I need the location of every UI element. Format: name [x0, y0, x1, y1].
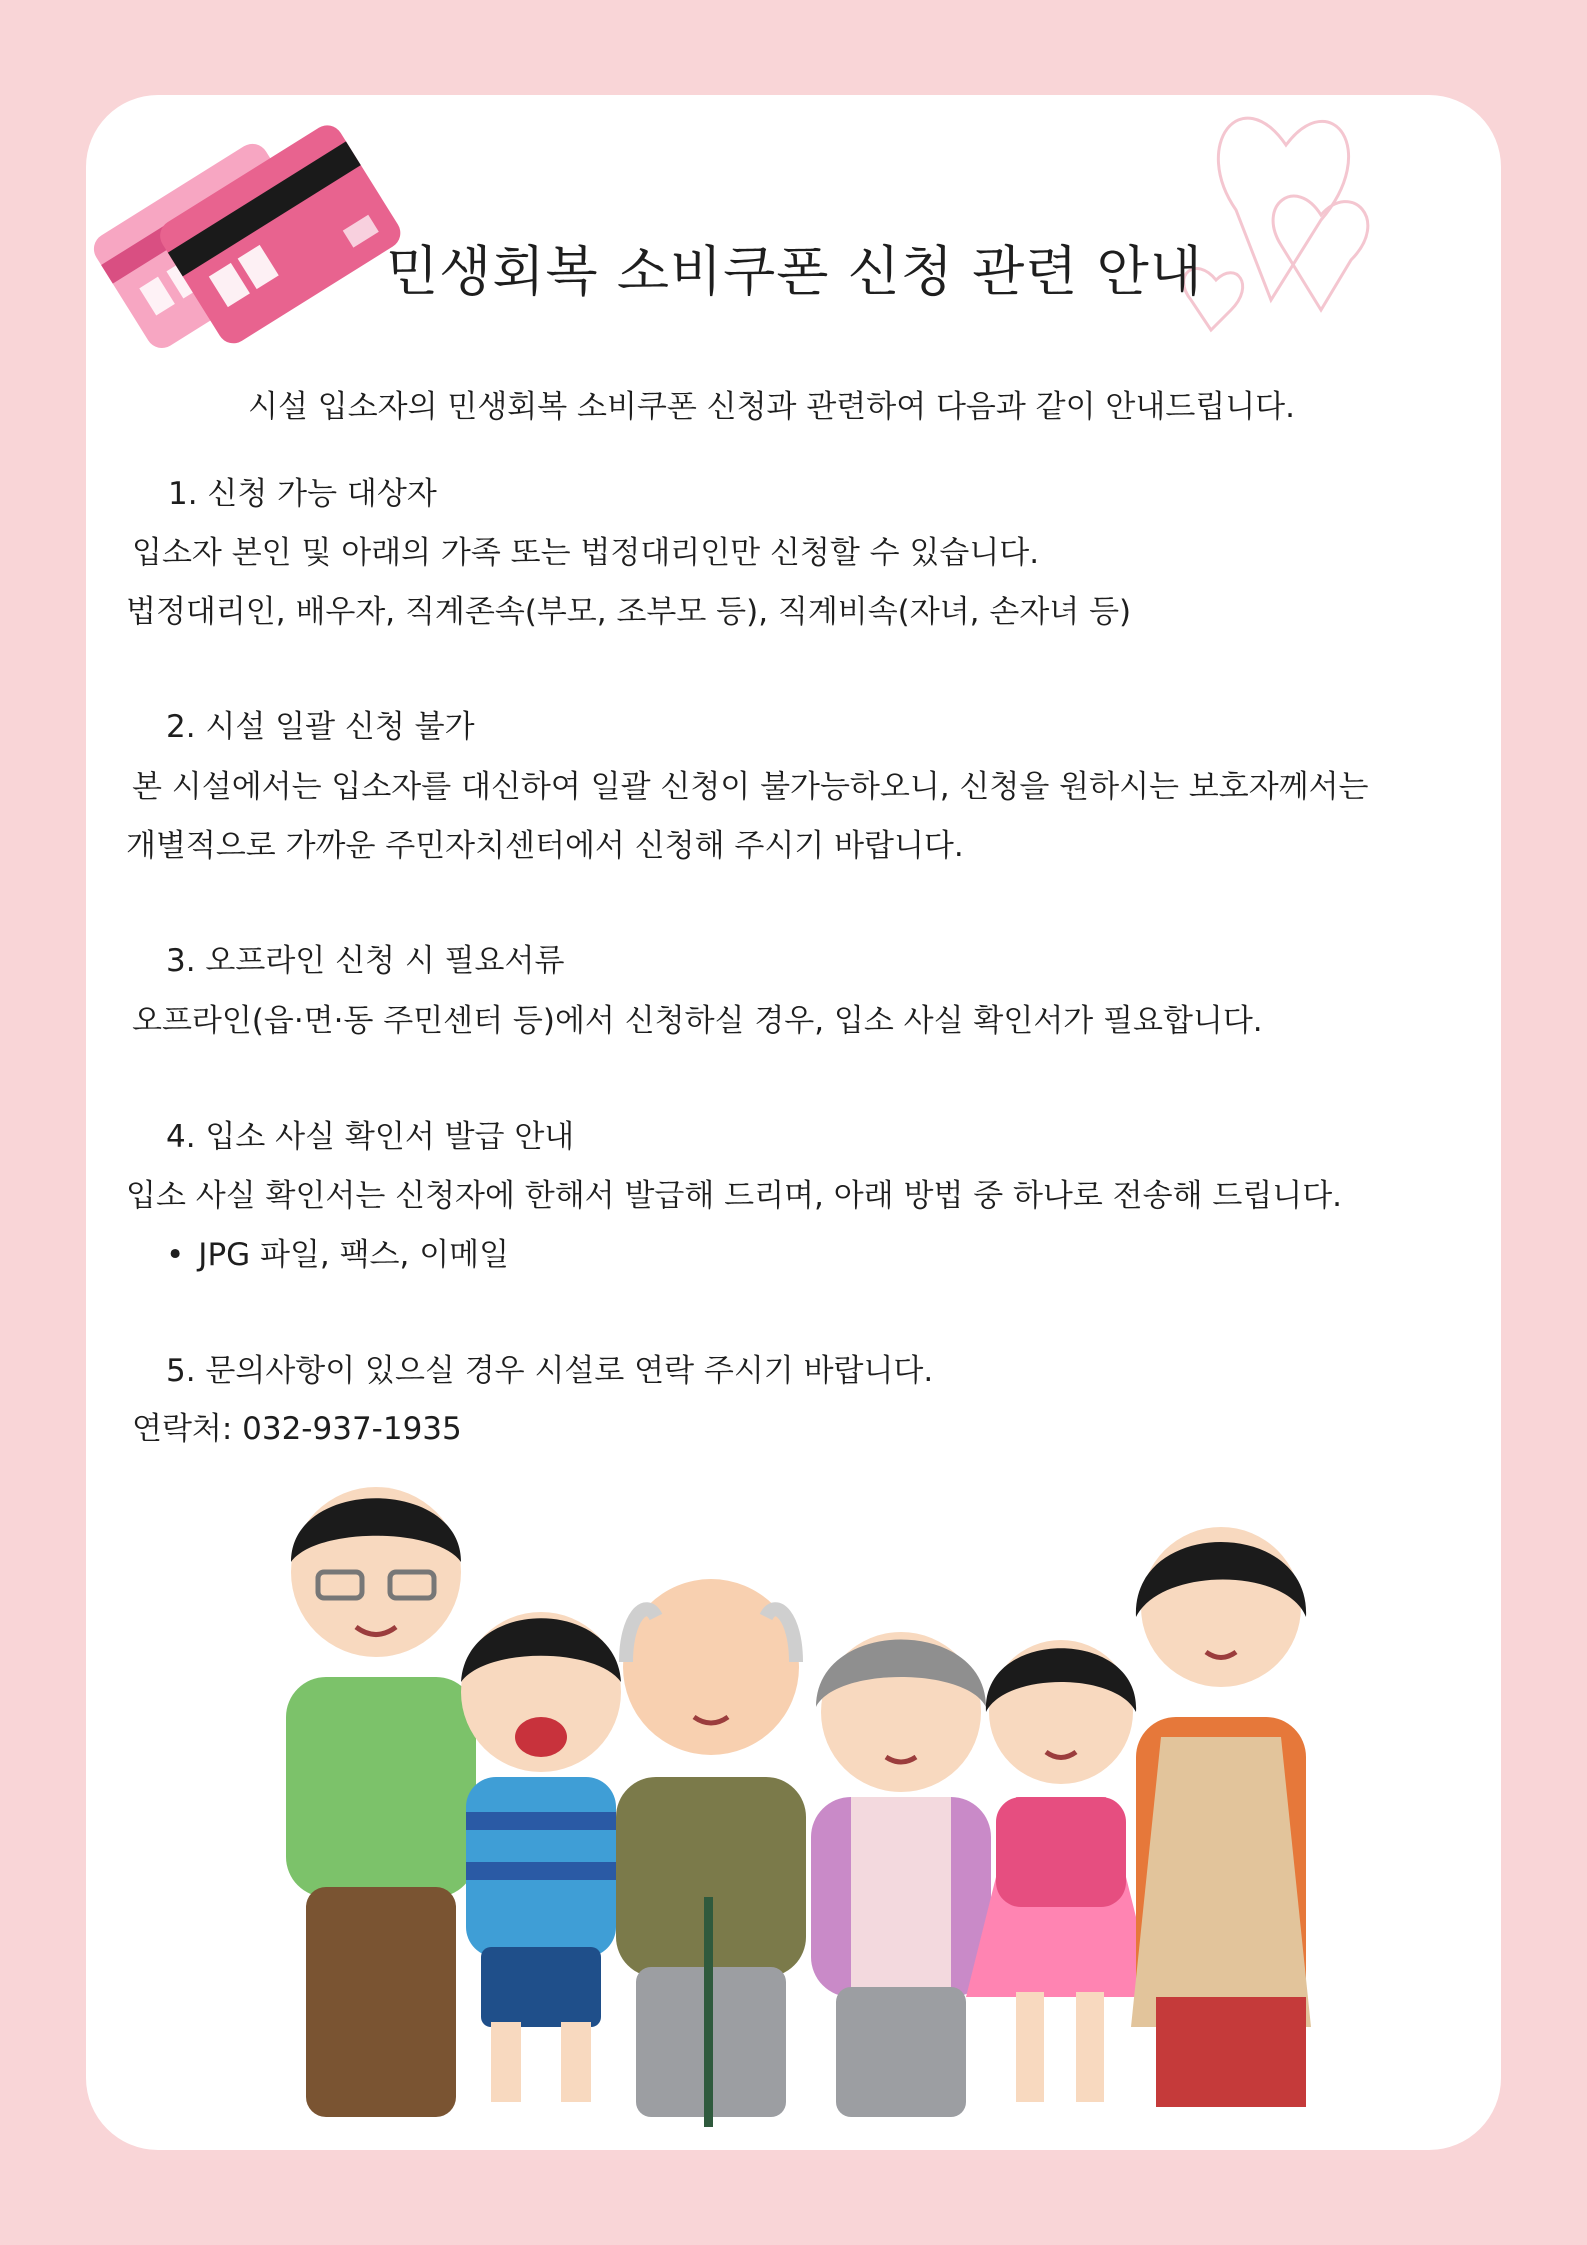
- hearts-doodle-icon: [1171, 95, 1421, 365]
- section-4-heading: 4. 입소 사실 확인서 발급 안내: [166, 1119, 575, 1155]
- credit-cards-icon: [86, 95, 416, 367]
- section-1-heading: 1. 신청 가능 대상자: [168, 476, 437, 512]
- section-3-line-1: 오프라인(읍·면·동 주민센터 등)에서 신청하실 경우, 입소 사실 확인서가 필요합니다.: [132, 1003, 1263, 1039]
- mother-figure: [1131, 1527, 1311, 2107]
- boy-figure: [461, 1612, 621, 2102]
- bullet-icon: •: [166, 1237, 185, 1273]
- grandmother-figure: [811, 1632, 991, 2117]
- bullet-text: JPG 파일, 팩스, 이메일: [198, 1237, 510, 1273]
- section-4-line-1: 입소 사실 확인서는 신청자에 한해서 발급해 드리며, 아래 방법 중 하나로 전송해 드립니다.: [126, 1178, 1343, 1214]
- section-2-line-1: 본 시설에서는 입소자를 대신하여 일괄 신청이 불가능하오니, 신청을 원하시는 보호자께서는: [132, 769, 1369, 805]
- page-title: 민생회복 소비쿠폰 신청 관련 안내: [386, 240, 1203, 303]
- section-1-line-2: 법정대리인, 배우자, 직계존속(부모, 조부모 등), 직계비속(자녀, 손자녀 등): [126, 594, 1132, 630]
- intro-text: 시설 입소자의 민생회복 소비쿠폰 신청과 관련하여 다음과 같이 안내드립니다.: [248, 389, 1295, 425]
- grandfather-figure: [616, 1579, 806, 2127]
- contact-number: 연락처: 032-937-1935: [132, 1411, 462, 1447]
- section-2-heading: 2. 시설 일괄 신청 불가: [166, 709, 475, 745]
- section-2-line-2: 개별적으로 가까운 주민자치센터에서 신청해 주시기 바랍니다.: [126, 828, 964, 864]
- man-figure: [286, 1487, 476, 2117]
- section-5-heading: 5. 문의사항이 있으실 경우 시설로 연락 주시기 바랍니다.: [166, 1353, 934, 1389]
- section-1-line-1: 입소자 본인 및 아래의 가족 또는 법정대리인만 신청할 수 있습니다.: [132, 535, 1040, 571]
- section-4-bullet-item: [166, 1229, 509, 1274]
- girl-figure: [966, 1640, 1156, 2102]
- section-3-heading: 3. 오프라인 신청 시 필요서류: [166, 943, 565, 979]
- notice-card: [86, 95, 1501, 2150]
- family-group-illustration: [226, 1467, 1426, 2137]
